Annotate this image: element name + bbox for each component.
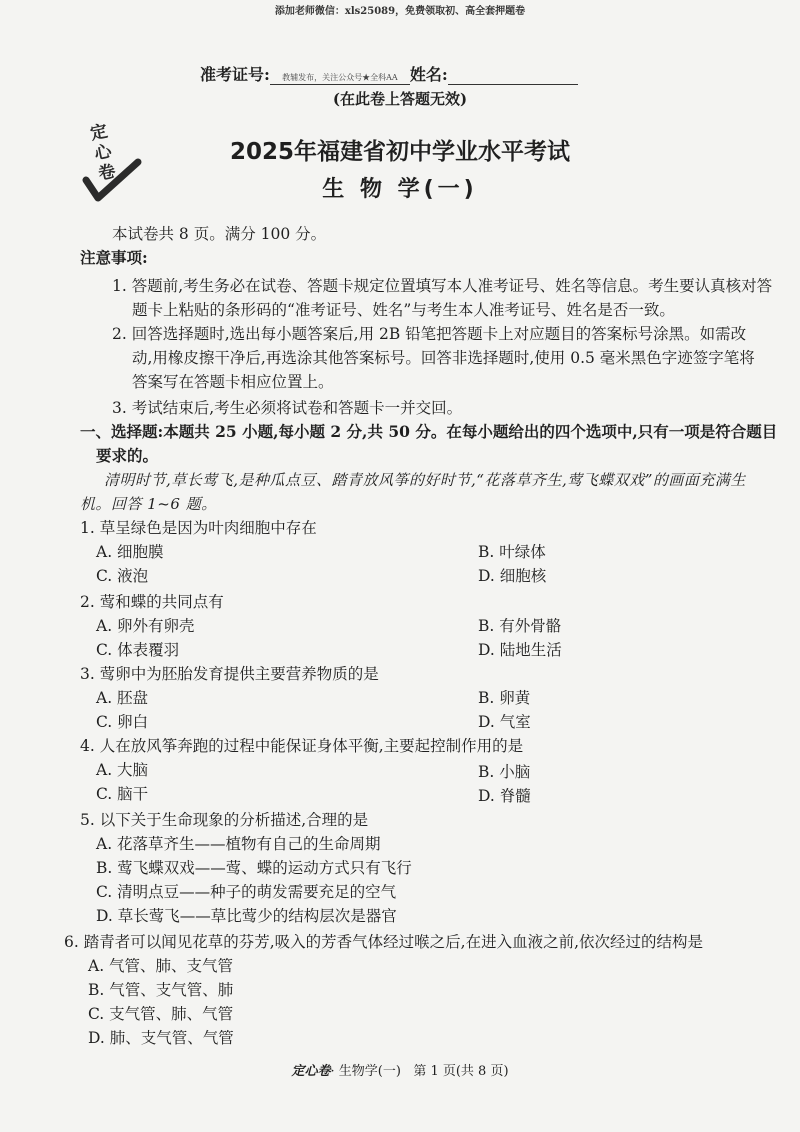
question-stem: 4. 人在放风筝奔跑的过程中能保证身体平衡,主要起控制作用的是 bbox=[80, 737, 524, 755]
subject-title: 生 物 学(一) bbox=[322, 177, 478, 202]
option: A. 卵外有卵壳 bbox=[96, 617, 195, 635]
page-footer bbox=[0, 1060, 800, 1079]
option: D. 陆地生活 bbox=[478, 641, 562, 659]
option: B. 叶绿体 bbox=[478, 543, 546, 561]
option: A. 花落草齐生——植物有自己的生命周期 bbox=[96, 835, 381, 853]
section-heading: 一、选择题:本题共 25 小题,每小题 2 分,共 50 分。在每小题给出的四个选项中,只有一项是符合题目 bbox=[80, 422, 778, 441]
top-promo-note: 添加老师微信：xls25089，免费领取初、高全套押题卷 bbox=[274, 6, 526, 17]
option: B. 气管、支气管、肺 bbox=[88, 981, 234, 999]
note-line: 动,用橡皮擦干净后,再选涂其他答案标号。回答非选择题时,使用 0.5 毫米黑色字迹签字笔将 bbox=[132, 349, 755, 367]
option: B. 有外骨骼 bbox=[478, 617, 562, 635]
option: D. 肺、支气管、气管 bbox=[88, 1029, 234, 1047]
option: B. 小脑 bbox=[478, 763, 531, 781]
option: D. 脊髓 bbox=[478, 787, 531, 805]
option: A. 大脑 bbox=[96, 761, 149, 779]
exam-id-label: 准考证号: bbox=[200, 65, 270, 84]
footer-brand: 定心卷 bbox=[291, 1064, 331, 1079]
note-line: 1. 答题前,考生务必在试卷、答题卡规定位置填写本人准考证号、姓名等信息。考生要认真核对答 bbox=[112, 277, 773, 295]
question-stem: 2. 莺和蝶的共同点有 bbox=[80, 593, 224, 611]
section-heading-cont: 要求的。 bbox=[96, 446, 159, 465]
option: A. 气管、肺、支气管 bbox=[88, 957, 234, 975]
option: C. 清明点豆——种子的萌发需要充足的空气 bbox=[96, 883, 397, 901]
candidate-info-header bbox=[200, 62, 578, 85]
note-line: 2. 回答选择题时,选出每小题答案后,用 2B 铅笔把答题卡上对应题目的答案标号涂黑。如需改 bbox=[112, 325, 747, 343]
passage-line: 机。回答 1~6 题。 bbox=[80, 495, 217, 513]
exam-id-field bbox=[270, 65, 410, 85]
invalid-notice: (在此卷上答题无效) bbox=[332, 90, 468, 108]
notes-heading: 注意事项: bbox=[80, 248, 148, 267]
option: C. 卵白 bbox=[96, 713, 149, 731]
exam-id-fill: 教辅发布，关注公众号★全科AA bbox=[282, 73, 398, 82]
option: D. 草长莺飞——草比莺少的结构层次是器官 bbox=[96, 907, 397, 925]
option: B. 莺飞蝶双戏——莺、蝶的运动方式只有飞行 bbox=[96, 859, 412, 877]
exam-title: 2025年福建省初中学业水平考试 bbox=[229, 139, 570, 165]
option: D. 细胞核 bbox=[478, 567, 547, 585]
option: D. 气室 bbox=[478, 713, 531, 731]
note-line: 答案写在答题卡相应位置上。 bbox=[132, 373, 334, 391]
option: C. 液泡 bbox=[96, 567, 149, 585]
note-line: 3. 考试结束后,考生必须将试卷和答题卡一并交回。 bbox=[112, 399, 463, 417]
name-field bbox=[448, 66, 578, 85]
passage-line: 清明时节,草长莺飞,是种瓜点豆、踏青放风筝的好时节,“花落草齐生,莺飞蝶双戏”的画面充满生 bbox=[104, 471, 746, 489]
option: A. 细胞膜 bbox=[96, 543, 164, 561]
stamp-char-2: 心 bbox=[92, 141, 114, 165]
option: C. 支气管、肺、气管 bbox=[88, 1005, 234, 1023]
option: A. 胚盘 bbox=[96, 689, 149, 707]
question-stem: 6. 踏青者可以闻见花草的芬芳,吸入的芳香气体经过喉之后,在进入血液之前,依次经过的结构是 bbox=[64, 933, 703, 951]
footer-subject: · 生物学(一) bbox=[330, 1064, 401, 1079]
question-stem: 3. 莺卵中为胚胎发育提供主要营养物质的是 bbox=[80, 665, 379, 683]
stamp-char-3: 卷 bbox=[96, 161, 118, 185]
note-line: 题卡上粘贴的条形码的“准考证号、姓名”与考生本人准考证号、姓名是否一致。 bbox=[132, 301, 675, 319]
question-stem: 1. 草呈绿色是因为叶肉细胞中存在 bbox=[80, 519, 317, 537]
question-stem: 5. 以下关于生命现象的分析描述,合理的是 bbox=[80, 811, 369, 829]
option: B. 卵黄 bbox=[478, 689, 531, 707]
option: C. 脑干 bbox=[96, 785, 149, 803]
stamp-char-1: 定 bbox=[88, 121, 110, 145]
option: C. 体表覆羽 bbox=[96, 641, 180, 659]
intro-text: 本试卷共 8 页。满分 100 分。 bbox=[112, 225, 327, 243]
name-label: 姓名: bbox=[409, 65, 448, 84]
footer-page-number: 第 1 页(共 8 页) bbox=[413, 1064, 509, 1079]
